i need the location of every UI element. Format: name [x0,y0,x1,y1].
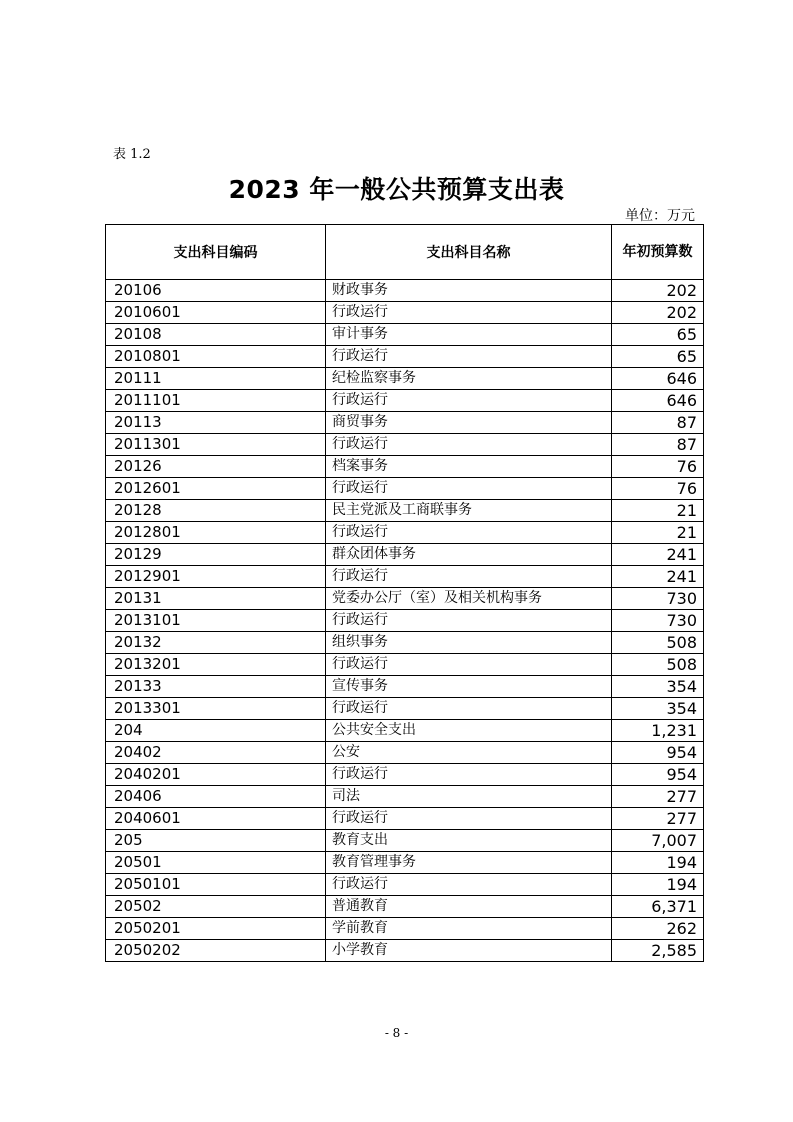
code-cell: 20131 [106,588,326,610]
table-row [106,434,704,456]
amount-cell: 954 [612,742,704,764]
name-cell: 组织事务 [326,632,612,654]
name-cell: 档案事务 [326,456,612,478]
amount-cell: 194 [612,852,704,874]
document-title: 2023 年一般公共预算支出表 [228,175,565,204]
name-cell: 行政运行 [326,434,612,456]
amount-cell: 76 [612,456,704,478]
amount-cell: 194 [612,874,704,896]
code-cell: 20129 [106,544,326,566]
name-cell: 教育管理事务 [326,852,612,874]
name-cell: 行政运行 [326,874,612,896]
name-cell: 公共安全支出 [326,720,612,742]
code-cell: 20126 [106,456,326,478]
code-cell: 20133 [106,676,326,698]
name-cell: 宣传事务 [326,676,612,698]
code-cell: 205 [106,830,326,852]
budget-table [105,224,704,962]
name-cell: 行政运行 [326,522,612,544]
amount-cell: 954 [612,764,704,786]
table-row [106,676,704,698]
amount-cell: 508 [612,632,704,654]
amount-cell: 277 [612,786,704,808]
amount-cell: 730 [612,588,704,610]
page-number: - 8 - [384,1026,409,1040]
name-cell: 行政运行 [326,566,612,588]
header-name: 支出科目名称 [326,225,612,280]
code-cell: 20406 [106,786,326,808]
unit-label: 单位：万元 [625,208,695,224]
name-cell: 审计事务 [326,324,612,346]
table-row [106,368,704,390]
table-row [106,720,704,742]
name-cell: 行政运行 [326,346,612,368]
name-cell: 行政运行 [326,610,612,632]
code-cell: 20113 [106,412,326,434]
name-cell: 行政运行 [326,302,612,324]
amount-cell: 7,007 [612,830,704,852]
name-cell: 教育支出 [326,830,612,852]
table-row [106,852,704,874]
code-cell: 2011301 [106,434,326,456]
amount-cell: 21 [612,522,704,544]
name-cell: 行政运行 [326,764,612,786]
code-cell: 2013101 [106,610,326,632]
name-cell: 党委办公厅（室）及相关机构事务 [326,588,612,610]
table-row [106,566,704,588]
code-cell: 2040601 [106,808,326,830]
code-cell: 20502 [106,896,326,918]
header-amount: 年初预算数 [612,225,704,280]
code-cell: 2010801 [106,346,326,368]
table-row [106,302,704,324]
name-cell: 公安 [326,742,612,764]
amount-cell: 65 [612,324,704,346]
table-row [106,896,704,918]
table-row [106,830,704,852]
name-cell: 民主党派及工商联事务 [326,500,612,522]
code-cell: 20501 [106,852,326,874]
amount-cell: 277 [612,808,704,830]
table-row [106,874,704,896]
name-cell: 行政运行 [326,654,612,676]
name-cell: 群众团体事务 [326,544,612,566]
amount-cell: 1,231 [612,720,704,742]
amount-cell: 262 [612,918,704,940]
name-cell: 商贸事务 [326,412,612,434]
code-cell: 204 [106,720,326,742]
amount-cell: 508 [612,654,704,676]
table-row [106,412,704,434]
amount-cell: 646 [612,368,704,390]
name-cell: 普通教育 [326,896,612,918]
table-row [106,500,704,522]
table-row [106,390,704,412]
table-row [106,522,704,544]
amount-cell: 241 [612,566,704,588]
amount-cell: 87 [612,412,704,434]
amount-cell: 354 [612,698,704,720]
amount-cell: 87 [612,434,704,456]
name-cell: 财政事务 [326,280,612,302]
table-row [106,588,704,610]
code-cell: 20108 [106,324,326,346]
code-cell: 20111 [106,368,326,390]
table-row [106,544,704,566]
amount-cell: 730 [612,610,704,632]
table-row [106,786,704,808]
code-cell: 2012601 [106,478,326,500]
table-body [106,280,704,962]
table-row [106,940,704,962]
code-cell: 2050202 [106,940,326,962]
amount-cell: 2,585 [612,940,704,962]
table-row [106,742,704,764]
amount-cell: 354 [612,676,704,698]
amount-cell: 6,371 [612,896,704,918]
amount-cell: 202 [612,302,704,324]
amount-cell: 202 [612,280,704,302]
table-row [106,808,704,830]
name-cell: 行政运行 [326,808,612,830]
table-header-row [106,225,704,280]
table-row [106,698,704,720]
code-cell: 2012901 [106,566,326,588]
code-cell: 2013201 [106,654,326,676]
code-cell: 2013301 [106,698,326,720]
table-row [106,346,704,368]
table-row [106,764,704,786]
table-row [106,280,704,302]
code-cell: 2050201 [106,918,326,940]
name-cell: 小学教育 [326,940,612,962]
table-row [106,610,704,632]
name-cell: 学前教育 [326,918,612,940]
table-row [106,654,704,676]
code-cell: 2011101 [106,390,326,412]
amount-cell: 21 [612,500,704,522]
name-cell: 行政运行 [326,390,612,412]
name-cell: 司法 [326,786,612,808]
code-cell: 20132 [106,632,326,654]
table-row [106,918,704,940]
amount-cell: 241 [612,544,704,566]
amount-cell: 646 [612,390,704,412]
code-cell: 2012801 [106,522,326,544]
table-row [106,632,704,654]
code-cell: 2040201 [106,764,326,786]
code-cell: 20128 [106,500,326,522]
amount-cell: 65 [612,346,704,368]
header-code: 支出科目编码 [106,225,326,280]
code-cell: 2050101 [106,874,326,896]
table-row [106,456,704,478]
code-cell: 20402 [106,742,326,764]
code-cell: 20106 [106,280,326,302]
name-cell: 行政运行 [326,698,612,720]
code-cell: 2010601 [106,302,326,324]
name-cell: 纪检监察事务 [326,368,612,390]
name-cell: 行政运行 [326,478,612,500]
table-label: 表 1.2 [113,147,151,162]
table-row [106,324,704,346]
table-row [106,478,704,500]
amount-cell: 76 [612,478,704,500]
